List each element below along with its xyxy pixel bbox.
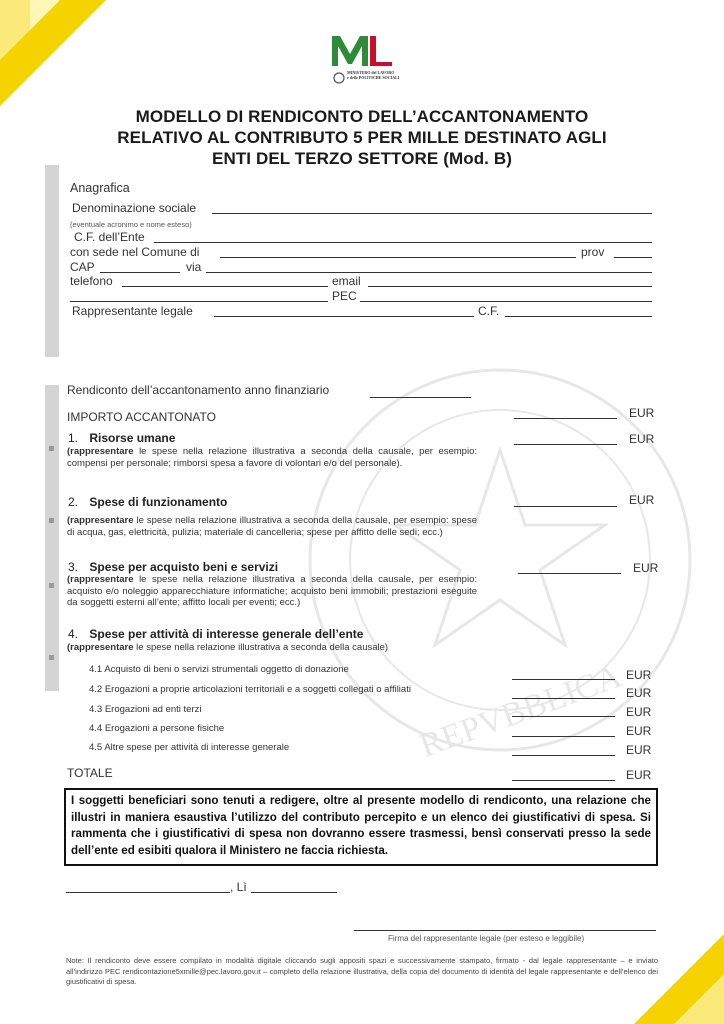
svg-text:REPVBBLICA: REPVBBLICA	[414, 657, 627, 765]
section-2-amount-field[interactable]	[514, 506, 617, 507]
eur-label: EUR	[629, 493, 655, 507]
section-marker	[49, 583, 54, 588]
prov-field[interactable]	[614, 257, 652, 258]
section-3-name: Spese per acquisto beni e servizi	[89, 560, 279, 574]
section-1-title	[68, 431, 175, 445]
pec-field[interactable]	[360, 301, 652, 302]
eur-label: EUR	[626, 686, 652, 700]
section-3-description	[67, 574, 477, 609]
page-title	[70, 106, 654, 169]
cf-label: C.F.	[478, 304, 500, 318]
email-label: email	[332, 274, 361, 288]
desc-bold: (rappresentare	[67, 642, 134, 653]
section-2-description	[67, 515, 477, 538]
section-2-title	[68, 495, 227, 509]
denominazione-field[interactable]	[212, 213, 652, 214]
eur-label: EUR	[626, 705, 652, 719]
desc-text: le spese nella relazione illustrativa a seconda della causale, per esempio: spese di acqua, gas, elettricità, pulizia; materiale di cancelleria; spese per affitto delle sedi; ecc.)	[67, 515, 477, 538]
anno-finanziario-field[interactable]	[370, 397, 471, 398]
subitem-4-2: 4.2 Erogazioni a proprie articolazioni territoriali e a soggetti collegati o affiliati	[89, 684, 411, 695]
signature-label: Firma del rappresentante legale (per esteso e leggibile)	[388, 934, 585, 943]
section-3-title	[68, 560, 278, 574]
cap-field[interactable]	[100, 272, 180, 273]
section-4-title	[68, 627, 363, 641]
subitem-4-4: 4.4 Erogazioni a persone fisiche	[89, 723, 225, 734]
sede-label: con sede nel Comune di	[70, 245, 200, 259]
sidebar-bar-rendiconto	[45, 385, 59, 691]
section-4-number: 4.	[68, 627, 79, 641]
totale-field[interactable]	[512, 780, 615, 781]
rappresentante-field[interactable]	[214, 316, 474, 317]
eur-label: EUR	[626, 768, 652, 782]
anno-finanziario-label: Rendiconto dell’accantonamento anno finanziario	[67, 383, 330, 397]
denominazione-note: (eventuale acronimo e nome esteso)	[70, 220, 192, 229]
cap-label: CAP	[70, 260, 95, 274]
section-2-number: 2.	[68, 495, 79, 509]
desc-text: le spese nella relazione illustrativa a seconda della causale)	[133, 642, 389, 653]
anagrafica-heading: Anagrafica	[70, 181, 130, 195]
eur-label: EUR	[633, 561, 659, 575]
sidebar-bar-anagrafica	[45, 165, 59, 357]
email-field[interactable]	[368, 286, 652, 287]
telefono-field[interactable]	[122, 286, 328, 287]
section-2-name: Spese di funzionamento	[89, 495, 228, 509]
comune-field[interactable]	[220, 257, 576, 258]
section-1-amount-field[interactable]	[514, 444, 617, 445]
rappresentante-label: Rappresentante legale	[72, 304, 193, 318]
eur-label: EUR	[626, 743, 652, 757]
section-marker	[49, 518, 54, 523]
title-line-2: RELATIVO AL CONTRIBUTO 5 PER MILLE DESTINATO AGLI	[117, 128, 607, 147]
importo-accantonato-label: IMPORTO ACCANTONATO	[67, 410, 216, 424]
subitem-4-3-field[interactable]	[512, 716, 615, 717]
pec-label: PEC	[332, 289, 357, 303]
prov-label: prov	[581, 245, 605, 259]
desc-text: le spese nella relazione illustrativa a seconda della causale, per esempio: compensi per personale; rimborsi spesa a favore di volontari e/o del personale).	[67, 446, 477, 469]
ministry-name	[347, 71, 399, 80]
via-label: via	[186, 260, 202, 274]
section-4-name: Spese per attività di interesse generale dell’ente	[89, 627, 364, 641]
subitem-4-1-field[interactable]	[512, 679, 615, 680]
desc-bold: (rappresentare	[67, 446, 134, 457]
eur-label: EUR	[629, 406, 655, 420]
corner-decoration-top-left	[0, 0, 110, 110]
desc-bold: (rappresentare	[67, 515, 134, 526]
place-suffix-label: , Lì	[230, 880, 247, 894]
section-4-description	[67, 642, 487, 654]
subitem-4-2-field[interactable]	[512, 698, 615, 699]
place-field[interactable]	[66, 892, 230, 893]
section-3-amount-field[interactable]	[518, 573, 621, 574]
ministry-name-line1: MINISTERO del LAVORO	[347, 70, 395, 75]
desc-bold: (rappresentare	[67, 574, 134, 585]
pec-prefix-field[interactable]	[70, 301, 328, 302]
subitem-4-4-field[interactable]	[512, 736, 615, 737]
eur-label: EUR	[626, 724, 652, 738]
cf-ente-field[interactable]	[154, 242, 652, 243]
section-3-number: 3.	[68, 560, 79, 574]
section-marker	[49, 446, 54, 451]
subitem-4-5-field[interactable]	[512, 755, 615, 756]
title-line-3: ENTI DEL TERZO SETTORE (Mod. B)	[212, 149, 512, 168]
footnote: Note: Il rendiconto deve essere compilato in modalità digitale cliccando sugli appositi spazi e successivamente stampato, firmato - dal legale rappresentante – e inviato all’indirizzo PEC rendicontazione5xmille@pec.lavoro.gov.it – completo della relazione illustrativa, della copia del documento di identità del legale rappresentante e dell’elenco dei giustificativi di spesa.	[66, 956, 658, 986]
section-1-name: Risorse umane	[89, 431, 176, 445]
telefono-label: telefono	[70, 274, 113, 288]
cf-ente-label: C.F. dell’Ente	[74, 230, 145, 244]
subitem-4-3: 4.3 Erogazioni ad enti terzi	[89, 704, 202, 715]
section-marker	[49, 655, 54, 660]
section-1-description	[67, 446, 477, 469]
eur-label: EUR	[629, 432, 655, 446]
denominazione-label: Denominazione sociale	[72, 201, 197, 215]
republic-seal-watermark	[300, 330, 700, 790]
signature-field[interactable]	[354, 930, 656, 931]
subitem-4-1: 4.1 Acquisto di beni o servizi strumentali oggetto di donazione	[89, 664, 349, 675]
cf-rappresentante-field[interactable]	[505, 316, 652, 317]
title-line-1: MODELLO DI RENDICONTO DELL’ACCANTONAMENTO	[135, 107, 589, 126]
date-field[interactable]	[251, 892, 337, 893]
ministry-name-line2: e delle POLITICHE SOCIALI	[347, 74, 400, 80]
totale-label: TOTALE	[67, 766, 113, 780]
section-1-number: 1.	[68, 431, 79, 445]
eur-label: EUR	[626, 668, 652, 682]
notice-box: I soggetti beneficiari sono tenuti a redigere, oltre al presente modello di rendiconto, una relazione che illustri in maniera esaustiva l’utilizzo del contributo percepito e un elenco dei giustificativi di spesa. Si rammenta che i giustificativi di spesa non dovranno essere trasmessi, bensì conservati presso la sede dell’ente ed esibiti qualora il Ministero ne faccia richiesta.	[64, 788, 658, 866]
via-field[interactable]	[206, 272, 652, 273]
subitem-4-5: 4.5 Altre spese per attività di interesse generale	[89, 742, 290, 753]
importo-accantonato-field[interactable]	[514, 418, 617, 419]
desc-text: le spese nella relazione illustrativa a seconda della causale, per esempio: acquisto e/o noleggio apparecchiature informatiche; acquisto beni immobili; prestazioni eseguite da soggetti esterni all’ente; affitto locali per eventi; ecc.)	[67, 574, 477, 609]
